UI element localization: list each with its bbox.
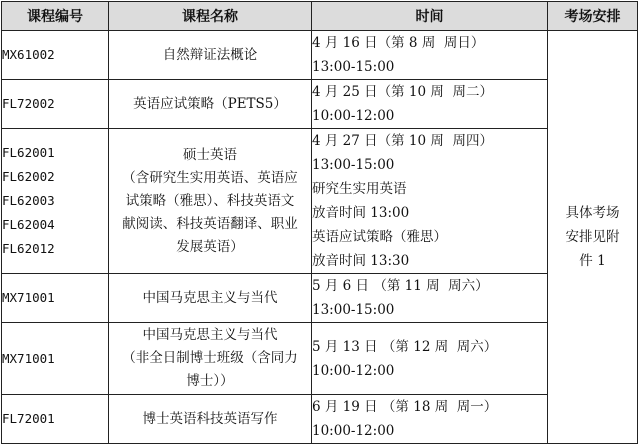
time-line: 13:00-15:00: [312, 59, 395, 75]
course-name-cell: [109, 395, 312, 444]
time-line: 放音时间 13:00: [312, 205, 410, 221]
time-line: 13:00-15:00: [312, 157, 395, 173]
time-cell: [312, 395, 548, 444]
course-code-cell: [2, 395, 109, 444]
course-name-line: 中国马克思主义与当代: [142, 327, 278, 343]
course-code: MX61002: [2, 47, 55, 62]
arrangement-line: 具体考场: [565, 205, 620, 221]
course-name-cell: [109, 129, 312, 274]
time-line: 5 月 13 日 （第 12 周 周六）: [312, 338, 498, 355]
header-course-name: 课程名称: [109, 2, 312, 31]
time-line: 英语应试策略（雅思）: [312, 229, 447, 245]
header-arrangement: 考场安排: [548, 2, 638, 31]
course-code-cell: [2, 274, 109, 323]
time-cell: [312, 323, 548, 395]
course-name-line: 英语应试策略（PETS5）: [133, 95, 287, 112]
course-name-cell: [109, 323, 312, 395]
course-code: FL62012: [2, 241, 55, 256]
course-code-cell: [2, 323, 109, 395]
arrangement-cell: [548, 31, 638, 444]
table-row: [2, 323, 638, 395]
course-code-cell: [2, 80, 109, 129]
course-code: FL62002: [2, 169, 55, 184]
course-code-cell: [2, 31, 109, 80]
course-code-cell: [2, 129, 109, 274]
course-name-line: 献阅读、科技英语翻译、职业: [122, 215, 298, 232]
course-code: FL72002: [2, 96, 55, 111]
time-line: 10:00-12:00: [312, 362, 395, 379]
table-row: [2, 80, 638, 129]
table-row: [2, 274, 638, 323]
header-time: 时间: [312, 2, 548, 31]
course-name-line: 试策略（雅思）、科技英语文: [125, 192, 295, 209]
arrangement-line: 安排见附: [565, 229, 620, 245]
course-code: FL62003: [2, 193, 55, 208]
course-name-line: （非全日制博士班级（含同力: [122, 350, 298, 366]
course-code: MX71001: [2, 350, 55, 366]
time-line: 10:00-12:00: [312, 423, 395, 439]
table-row: [2, 31, 638, 80]
course-name-cell: [109, 31, 312, 80]
time-line: 10:00-12:00: [312, 108, 395, 124]
course-name-cell: [109, 274, 312, 323]
time-line: 4 月 25 日（第 10 周 周二）: [312, 84, 493, 100]
time-cell: [312, 129, 548, 274]
course-code: MX71001: [2, 290, 55, 305]
course-name-line: 自然辩证法概论: [162, 46, 258, 63]
time-line: 6 月 19 日 （第 18 周 周一）: [312, 399, 498, 415]
course-code: FL72001: [2, 411, 55, 426]
course-name-line: （含研究生实用英语、英语应: [122, 169, 298, 186]
course-name-cell: [109, 80, 312, 129]
course-name-line: 发展英语）: [176, 238, 244, 255]
time-cell: [312, 31, 548, 80]
course-name-line: 中国马克思主义与当代: [142, 289, 278, 306]
time-line: 研究生实用英语: [312, 181, 407, 197]
time-line: 13:00-15:00: [312, 302, 395, 318]
course-code: FL62001: [2, 145, 55, 160]
table-row: [2, 395, 638, 444]
course-name-line: 博士））: [186, 373, 234, 389]
time-line: 4 月 27 日（第 10 周 周四）: [312, 133, 493, 149]
time-cell: [312, 80, 548, 129]
time-line: 4 月 16 日（第 8 周 周日）: [312, 35, 485, 51]
course-name-line: 硕士英语: [183, 146, 237, 163]
time-line: 5 月 6 日 （第 11 周 周六）: [312, 278, 489, 294]
table-row: [2, 129, 638, 274]
arrangement-line: 件 1: [579, 253, 606, 269]
course-code: FL62004: [2, 217, 55, 232]
time-cell: [312, 274, 548, 323]
time-line: 放音时间 13:30: [312, 253, 410, 269]
header-course-code: 课程编号: [2, 2, 109, 31]
exam-schedule-table: [1, 1, 638, 444]
header-row: [2, 2, 638, 31]
course-name-line: 博士英语科技英语写作: [142, 410, 278, 427]
